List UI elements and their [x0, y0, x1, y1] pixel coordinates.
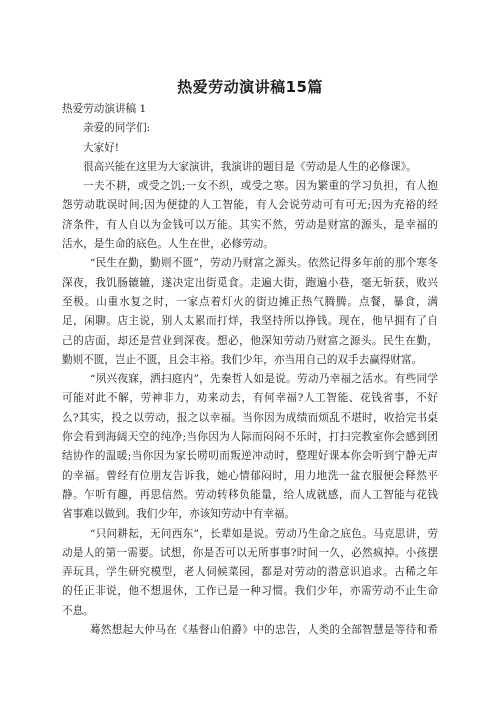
text-line: 的幸福。曾经有位朋友告诉我，她心情郁闷时，用力地洗一盆衣服便会释然平 — [62, 469, 438, 482]
document-body — [62, 100, 438, 640]
text-line: 济条件，有人自以为金钱可以万能。其实不然，劳动是财富的源头，是幸福的 — [62, 218, 438, 231]
text-line: “夙兴夜寐，洒扫庭内”，先秦哲人如是说。劳动乃幸福之活水。有些同学 — [90, 373, 438, 386]
text-line: 一夫不耕，或受之饥;一女不织，或受之寒。因为繁重的学习负担，有人抱 — [83, 180, 438, 193]
text-line: “民生在勤，勤则不匮”，劳动乃财富之源头。依然记得多年前的那个寒冬 — [90, 257, 438, 270]
text-line: 蓦然想起大仲马在《基督山伯爵》中的忠告，人类的全部智慧是等待和希 — [90, 624, 438, 637]
text-line: 你会看到海阔天空的纯净;当你因为人际而闷闷不乐时，打扫完教室你会感到团 — [62, 431, 438, 444]
text-line: 可能对此不解，劳神非力，劝来动去，有何幸福?人工智能、花钱省事，不好 — [62, 392, 438, 405]
text-line: 动是人的第一需要。试想，你是否可以无所事事?时间一久，必然疯掉。小孩摆 — [62, 546, 438, 559]
text-line: 省事难以做到。我们少年，亦该知劳动中有幸福。 — [62, 508, 296, 521]
text-line: 足，闲聊。店主说，别人太累而打烊，我坚持所以挣钱。现在，他早拥有了自 — [62, 315, 438, 328]
text-line: 至极。山重水复之时，一家点着灯火的街边摊正热气腾腾。点餐，暴食，满 — [62, 295, 438, 308]
text-line: 结协作的温暖;当你因为家长唠叨而叛逆冲动时，整理好课本你会听到宁静无声 — [62, 450, 438, 463]
text-line: 静。乍听有趣，再思信然。劳动转移负能量，给人成就感，而人工智能与花钱 — [62, 488, 438, 501]
text-line: 热爱劳动演讲稿 1 — [62, 103, 147, 115]
text-line: 的任正非说，他不想退休，工作已是一种习惯。我们少年，亦需劳动不止生命 — [62, 585, 438, 598]
text-line: 亲爱的同学们: — [83, 122, 151, 135]
text-line: 深夜，我饥肠辘辘，遂决定出街觅食。走遍大街，跑遍小巷，毫无斩获，败兴 — [62, 276, 438, 289]
text-line: 勤则不匮，岂止不匮，且会丰裕。我们少年，亦当用自己的双手去赢得财富。 — [62, 353, 423, 366]
text-line: 很高兴能在这里为大家演讲，我演讲的题目是《劳动是人生的必修课》。 — [83, 160, 417, 173]
text-line: “只问耕耘，无问西东”，长辈如是说。劳动乃生命之底色。马克思讲，劳 — [90, 527, 438, 540]
text-line: 己的店面，却还是营业到深夜。想必，他深知劳动乃财富之源头。民生在勤， — [62, 334, 438, 347]
text-line: 不息。 — [62, 604, 94, 617]
text-line: 么?其实，投之以劳动，报之以幸福。当你因为成绩而烦乱不堪时，收拾完书桌 — [62, 411, 438, 424]
text-line: 大家好! — [83, 141, 120, 154]
document-title: 热爱劳动演讲稿15篇 — [177, 78, 323, 96]
text-line: 弄玩具，学生研究模型，老人伺候菜园，都是对劳动的潜意识追求。古稀之年 — [62, 566, 438, 579]
text-line: 怨劳动耽误时间;因为便捷的人工智能，有人会说劳动可有可无;因为充裕的经 — [62, 199, 438, 212]
text-line: 活水，是生命的底色。人生在世，必修劳动。 — [62, 238, 274, 251]
